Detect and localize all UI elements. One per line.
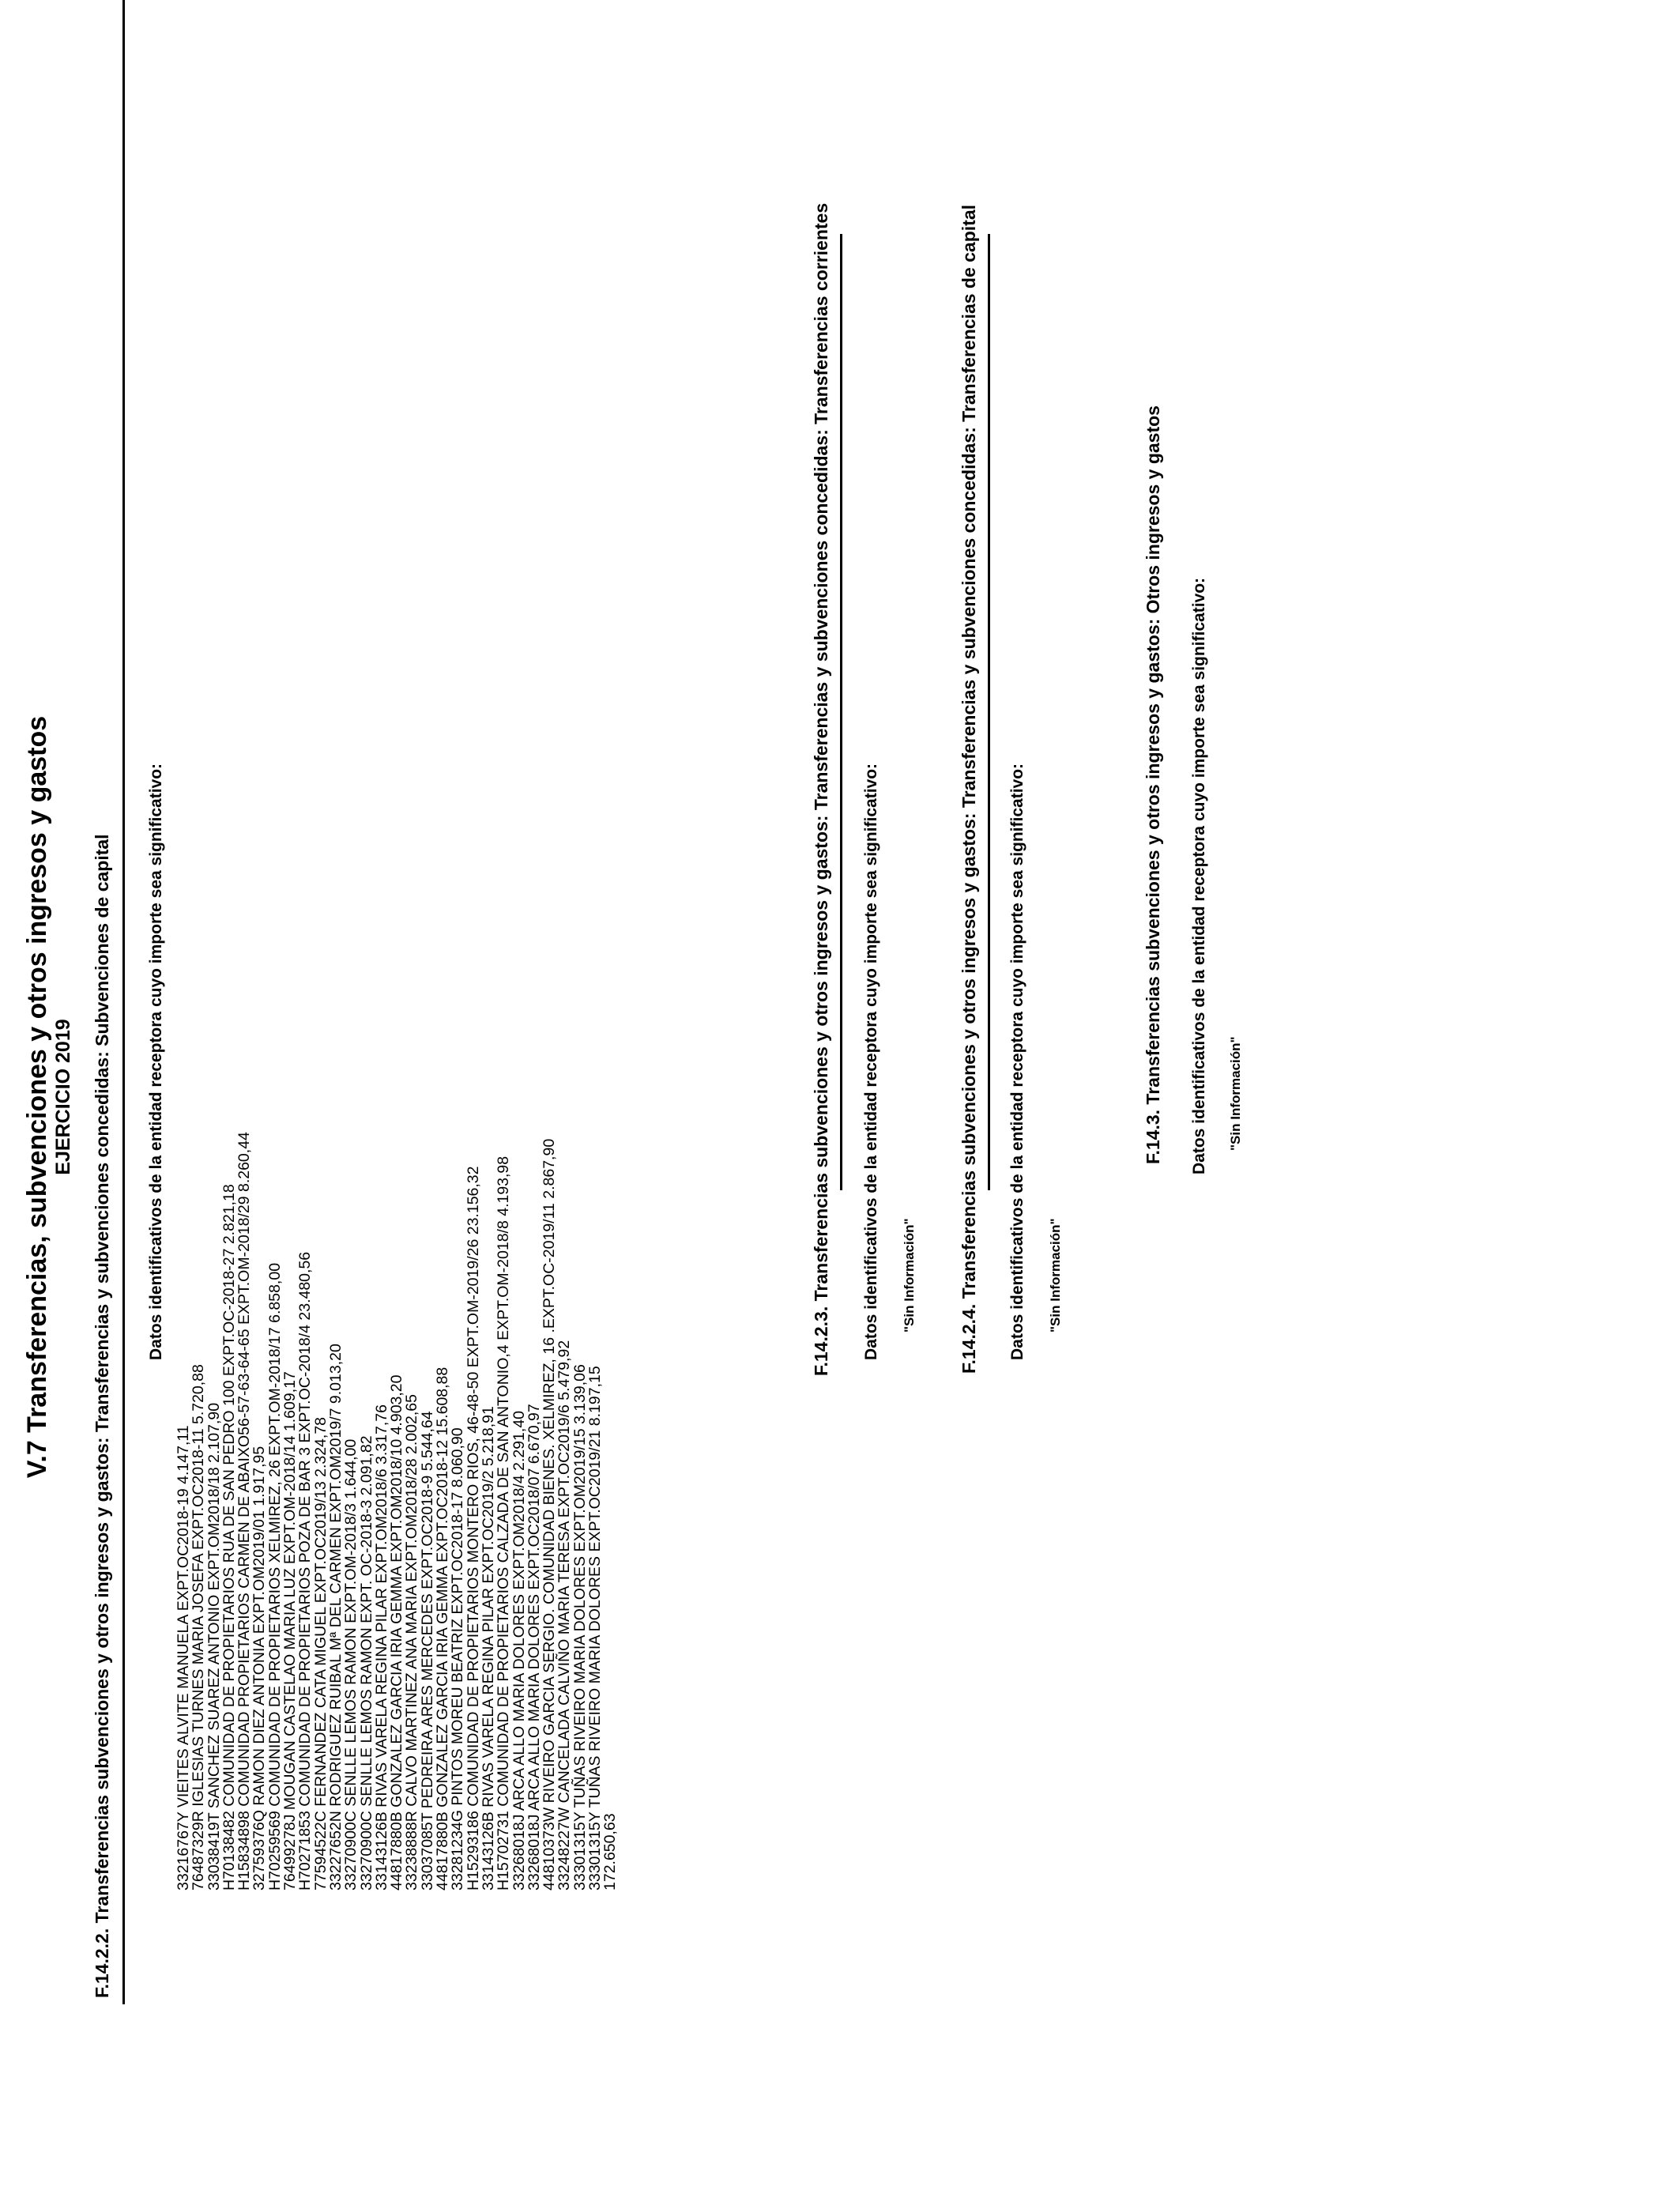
list-item: H70138482 COMUNIDAD DE PROPIETARIOS RUA DE SAN PEDRO 100 EXPT.OC-2018-27 2.821,18 bbox=[220, 1184, 238, 1891]
list-item: 172.650,63 bbox=[601, 1813, 620, 1891]
list-item: 33281234G PINTOS MOREU BEATRIZ EXPT.OC2018-17 8.060,90 bbox=[449, 1427, 467, 1891]
section-heading-f14-2-2: F.14.2.2. Transferencias subvenciones y otros ingresos y gastos: Transferencias y subvenciones concedidas: Subvenciones de capital bbox=[92, 834, 112, 1998]
list-item: H70259569 COMUNIDAD DE PROPIETARIOS XELMIREZ, 26 EXPT.OM-2018/17 6.858,00 bbox=[266, 1262, 284, 1891]
sin-informacion-text: "Sin Información" bbox=[1228, 1036, 1243, 1151]
section-label: Datos identificativos de la entidad receptora cuyo importe sea significativo: bbox=[147, 763, 165, 1360]
page-subtitle: EJERCICIO 2019 bbox=[52, 1019, 74, 1175]
list-item: 33268018J ARCA ALLO MARIA DOLORES EXPT.OM2018/4 2.291,40 bbox=[510, 1410, 528, 1891]
list-item: 33038419T SANCHEZ SUAREZ ANTONIO EXPT.OM2018/18 2.107,90 bbox=[205, 1402, 223, 1891]
sin-informacion-text: "Sin Información" bbox=[902, 1218, 917, 1333]
list-item: H15293186 COMUNIDAD DE PROPIETARIOS MONTERO RIOS, 46-48-50 EXPT.OM-2019/26 23.156,32 bbox=[464, 1166, 482, 1891]
list-item: 33037085T PEDREIRA ARES MERCEDES EXPT.OC2018-9 5.544,64 bbox=[418, 1411, 436, 1891]
list-item: 76487329R IGLESIAS TURNES MARIA JOSEFA EXPT.OC2018-11 5.720,88 bbox=[190, 1364, 208, 1891]
list-item: 33143126B RIVAS VARELA REGINA PILAR EXPT.OC2019/2 5.218,91 bbox=[479, 1406, 497, 1891]
list-item: 33270900C SENLLE LEMOS RAMON EXPT.OM-2018/3 1.644,00 bbox=[342, 1438, 360, 1891]
list-item: 33143126B RIVAS VARELA REGINA PILAR EXPT.OM2018/6 3.317,76 bbox=[372, 1404, 390, 1891]
list-item: 44810373W RIVEIRO GARCIA SERGIO. COMUNIDAD BIENES. XELMIREZ, 16 .EXPT.OC-2019/11 2.867,90 bbox=[541, 1138, 559, 1891]
list-item: 33268018J ARCA ALLO MARIA DOLORES EXPT.OC2018/07 6.670,97 bbox=[525, 1404, 543, 1891]
sin-informacion-text: "Sin Información" bbox=[1048, 1218, 1063, 1333]
section-label: Datos identificativos de la entidad receptora cuyo importe sea significativo: bbox=[862, 763, 880, 1360]
list-item: 44817880B GONZALEZ GARCIA IRIA GEMMA EXPT.OM2018/10 4.903,20 bbox=[388, 1374, 406, 1891]
list-item: 33301315Y TUÑAS RIVEIRO MARIA DOLORES EXPT.OC2019/21 8.197,15 bbox=[586, 1366, 605, 1891]
list-item: 76499278J MOUGAN CASTELAO MARIA LUZ EXPT.OM-2018/14 1.609,17 bbox=[281, 1371, 299, 1891]
list-item: H70271853 COMUNIDAD DE PROPIETARIOS POZA DE BAR 3 EXPT.OC-2018/4 23.480,56 bbox=[296, 1251, 315, 1891]
section-heading-f14-3: F.14.3. Transferencias subvenciones y otros ingresos y gastos: Otros ingresos y gastos bbox=[1143, 405, 1163, 1164]
section-heading-f14-2-3: F.14.2.3. Transferencias subvenciones y otros ingresos y gastos: Transferencias y subvenciones concedidas: Transferencias corrientes bbox=[811, 202, 831, 1376]
list-item: 32759376Q RAMON DIEZ ANTONIA EXPT.OM2019/01 1.917,95 bbox=[250, 1446, 269, 1891]
list-item: 77594522C FERNANDEZ CATA MIGUEL EXPT.OC2019/13 2.324,78 bbox=[311, 1416, 330, 1891]
page-title: V.7 Transferencias, subvenciones y otros ingresos y gastos bbox=[22, 715, 52, 1479]
section-rule bbox=[840, 234, 842, 1190]
recipient-list bbox=[176, 1132, 619, 1891]
list-item: H15834898 COMUNIDAD PROPIETARIOS CARMEN DE ABAIXO56-57-63-64-65 EXPT.OM-2018/29 8.260,44 bbox=[235, 1132, 254, 1891]
section-label: Datos identificativos de la entidad receptora cuyo importe sea significativo: bbox=[1008, 763, 1026, 1360]
section-rule bbox=[988, 234, 990, 1190]
list-item: 33301315Y TUÑAS RIVEIRO MARIA DOLORES EXPT.OM2019/15 3.139,06 bbox=[571, 1364, 589, 1891]
list-item: 33270900C SENLLE LEMOS RAMON EXPT. OC-2018-3 2.091,82 bbox=[357, 1435, 375, 1891]
section-rule bbox=[122, 0, 125, 2004]
list-item: 33248227W CANCELADA CALVIÑO MARIA TERESA EXPT.OC2019/6 5.479,92 bbox=[556, 1340, 574, 1891]
list-item: 44817880B GONZALEZ GARCIA IRIA GEMMA EXPT.OC2018-12 15.608,88 bbox=[434, 1367, 452, 1891]
list-item: 33238888R CALVO MARTINEZ ANA MARIA EXPT.OM2018/28 2.002,65 bbox=[403, 1394, 421, 1891]
list-item: 33216767Y VIEITES ALVITE MANUELA EXPT.OC2018-19 4.147,11 bbox=[175, 1425, 192, 1891]
section-label: Datos identificativos de la entidad receptora cuyo importe sea significativo: bbox=[1190, 577, 1208, 1174]
list-item: H15702731 COMUNIDAD DE PROPIETARIOS CALZADA DE SAN ANTONIO,4 EXPT.OM-2018/8 4.193,98 bbox=[495, 1155, 513, 1891]
list-item: 33227652N RODRIGUEZ RUIBAL Mª DEL CARMEN EXPT.OM2019/7 9.013,20 bbox=[326, 1344, 345, 1891]
section-heading-f14-2-4: F.14.2.4. Transferencias subvenciones y otros ingresos y gastos: Transferencias y subvenciones concedidas: Transferencias de capital bbox=[959, 204, 979, 1374]
